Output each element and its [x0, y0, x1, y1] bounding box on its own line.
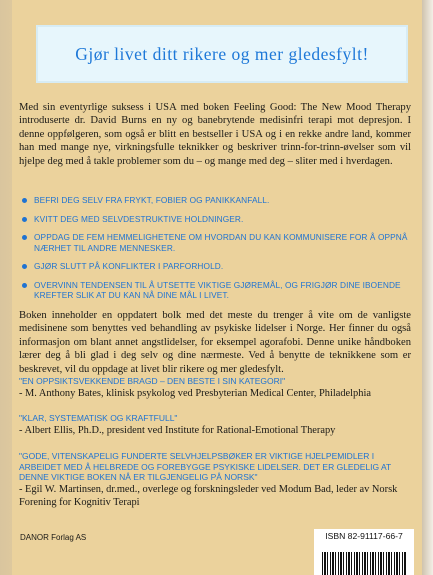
publisher-name: DANOR Forlag AS	[20, 533, 87, 542]
benefit-list	[22, 195, 414, 309]
benefit-item: OPPDAG DE FEM HEMMELIGHETENE OM HVORDAN DU KAN KOMMUNISERE FOR Å OPPNÅ NÆRHET TIL ANDRE MENNESKER.	[22, 232, 414, 253]
benefit-item: OVERVINN TENDENSEN TIL Å UTSETTE VIKTIGE GJØREMÅL, OG FRIGJØR DINE IBOENDE KREFTER SLIK AT DU KAN NÅ DINE MÅL I LIVET.	[22, 280, 414, 301]
tagline-text: Gjør livet ditt rikere og mer gledesfylt!	[75, 43, 369, 64]
quote-text: "GODE, VITENSKAPELIG FUNDERTE SELVHJELPSBØKER ER VIKTIGE HJELPEMIDLER I ARBEIDET MED Å HELBREDE OG FOREBYGGE PSYKISKE LIDELSER. DET ER GLEDELIG AT DENNE VIKTIGE BOKEN NÅ ER TILGJENGELIG PÅ NORSK"	[19, 451, 392, 483]
quote-attribution: - M. Anthony Bates, klinisk psykolog ved Presbyterian Medical Center, Philadelphia	[19, 387, 371, 399]
quote-text: "KLAR, SYSTEMATISK OG KRAFTFULL"	[19, 413, 178, 423]
bullet-dot-icon	[22, 198, 27, 203]
isbn-label: ISBN 82-91117-66-7	[314, 529, 414, 543]
barcode-icon	[322, 552, 406, 575]
bullet-dot-icon	[22, 283, 27, 288]
review-quote	[19, 451, 414, 509]
quote-attribution: - Egil W. Martinsen, dr.med., overlege og forskningsleder ved Modum Bad, leder av Norsk Forening for Kognitiv Terapi	[19, 483, 398, 508]
tagline-banner	[36, 25, 408, 83]
benefit-item: BEFRI DEG SELV FRA FRYKT, FOBIER OG PANIKKANFALL.	[22, 195, 414, 206]
bullet-dot-icon	[22, 217, 27, 222]
review-quote	[19, 376, 414, 400]
body-paragraph: Boken inneholder en oppdatert bolk med det meste du trenger å vite om de vanligste medisinene som benyttes ved behandling av psykiske lidelser i Norge. Her finner du også informasjon om blant annet angstlidelser, for eksempel agorafobi. Denne unike håndboken lærer deg å bli glad i deg selv og dine nærmeste. Ved å benytte de teknikkene som er beskrevet, vil du oppdage at livet blir rikere og mer gledesfylt.	[19, 310, 411, 375]
quote-attribution: - Albert Ellis, Ph.D., president ved Institute for Rational-Emotional Therapy	[19, 424, 336, 436]
quote-text: "EN OPPSIKTSVEKKENDE BRAGD – DEN BESTE I SIN KATEGORI"	[19, 376, 286, 386]
book-page-edge	[422, 0, 433, 575]
benefit-item: GJØR SLUTT PÅ KONFLIKTER I PARFORHOLD.	[22, 261, 414, 272]
intro-paragraph: Med sin eventyrlige suksess i USA med boken Feeling Good: The New Mood Therapy introduserte dr. David Burns en ny og banebrytende medisinfri terapi mot depresjon. I denne oppfølgeren, som også er blitt en bestseller i USA og i en rekke andre land, kommer han med mange nye, virkningsfulle teknikker og beskriver trinn-for-trinn-øvelser som vil hjelpe deg med å takle problemer som du – og mange med deg – sliter med i hverdagen.	[19, 102, 411, 167]
benefit-item: KVITT DEG MED SELVDESTRUKTIVE HOLDNINGER.	[22, 214, 414, 225]
bullet-dot-icon	[22, 235, 27, 240]
bullet-dot-icon	[22, 264, 27, 269]
review-quote	[19, 413, 414, 437]
